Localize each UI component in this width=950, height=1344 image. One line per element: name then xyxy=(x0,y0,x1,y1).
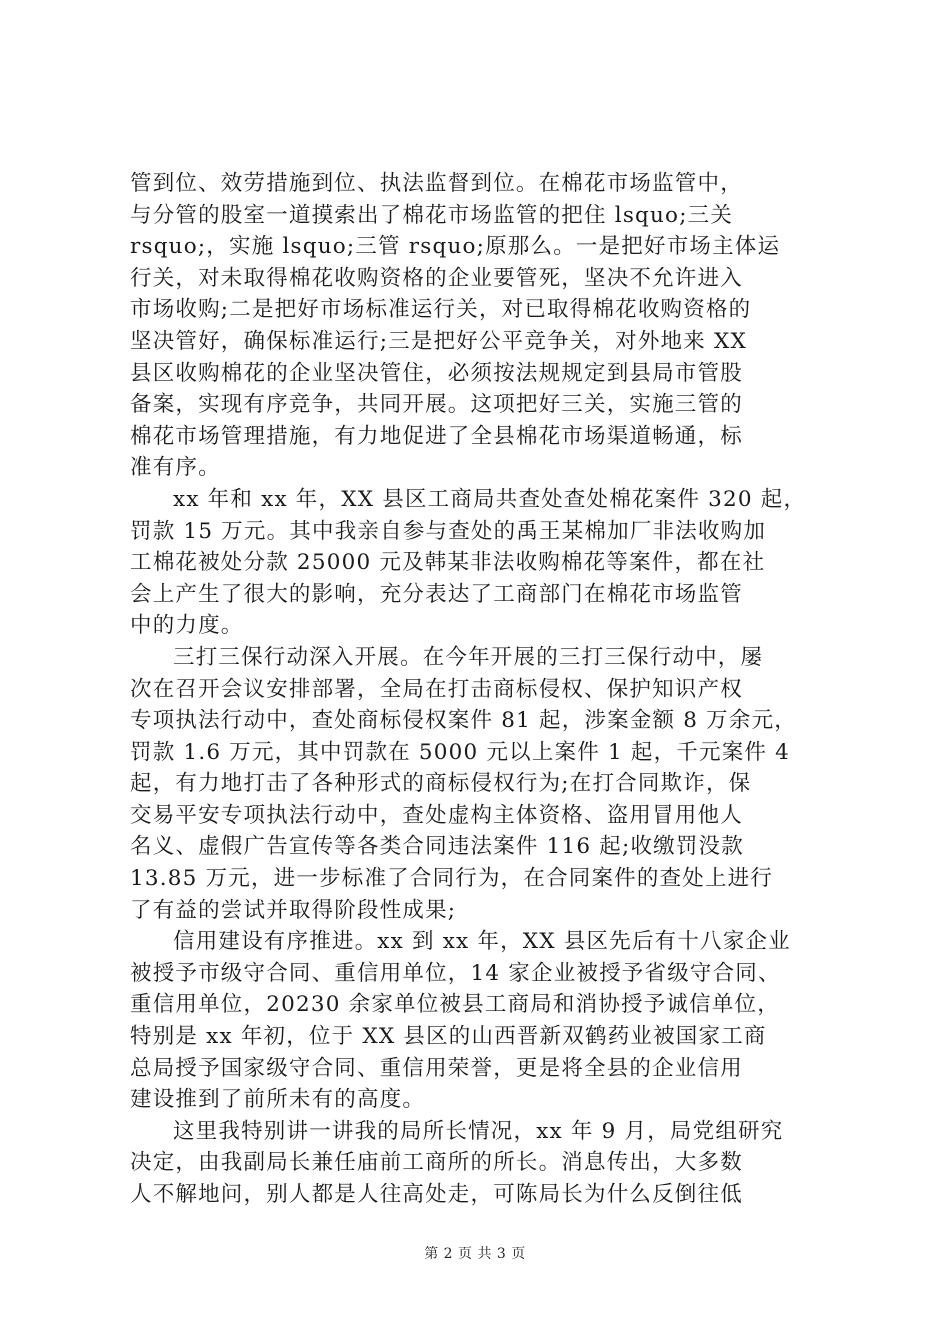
text-line: 行关，对未取得棉花收购资格的企业要管死，坚决不允许进入 xyxy=(130,265,743,291)
text-line: 三打三保行动深入开展。在今年开展的三打三保行动中，屡 xyxy=(173,644,764,670)
text-line: 决定，由我副局长兼任庙前工商所的所长。消息传出，大多数 xyxy=(130,1150,743,1176)
text-line: 专项执法行动中，查处商标侵权案件 81 起，涉案金额 8 万余元， xyxy=(130,708,797,734)
page-footer xyxy=(0,1243,950,1263)
text-line: 罚款 15 万元。其中我亲自参与查处的禹王某棉加厂非法收购加 xyxy=(130,518,767,544)
text-line: 总局授予国家级守合同、重信用荣誉，更是将全县的企业信用 xyxy=(130,1055,743,1081)
text-line: 信用建设有序推进。xx 到 xx 年，XX 县区先后有十八家企业 xyxy=(173,929,791,955)
text-line: 重信用单位，20230 余家单位被县工商局和消协授予诚信单位， xyxy=(130,992,780,1018)
text-line: 中的力度。 xyxy=(130,613,244,639)
text-line: 建设推到了前所未有的高度。 xyxy=(130,1087,426,1113)
text-line: 备案，实现有序竞争，共同开展。这项把好三关，实施三管的 xyxy=(130,392,743,418)
text-line: 特别是 xx 年初，位于 XX 县区的山西晋新双鹤药业被国家工商 xyxy=(130,1024,767,1050)
text-line: 被授予市级守合同、重信用单位，14 家企业被授予省级守合同、 xyxy=(130,960,781,986)
text-line: 交易平安专项执法行动中，查处虚构主体资格、盗用冒用他人 xyxy=(130,802,743,828)
text-line: 坚决管好，确保标准运行;三是把好公平竞争关，对外地来 XX xyxy=(130,328,747,354)
text-line: 人不解地问，别人都是人往高处走，可陈局长为什么反倒往低 xyxy=(130,1182,743,1207)
text-line: 罚款 1.6 万元，其中罚款在 5000 元以上案件 1 起，千元案件 4 xyxy=(130,739,791,765)
text-line: 市场收购;二是把好市场标准运行关，对已取得棉花收购资格的 xyxy=(130,297,752,323)
text-line: 会上产生了很大的影响，充分表达了工商部门在棉花市场监管 xyxy=(130,581,743,607)
text-line: 名义、虚假广告宣传等各类合同违法案件 116 起;收缴罚没款 xyxy=(130,834,744,860)
text-line: 管到位、效劳措施到位、执法监督到位。在棉花市场监管中， xyxy=(130,171,743,196)
document-body xyxy=(130,168,830,1211)
text-line: 了有益的尝试并取得阶段性成果; xyxy=(130,897,457,923)
text-line: 准有序。 xyxy=(130,455,221,481)
text-line: 13.85 万元，进一步标准了合同行为，在合同案件的查处上进行 xyxy=(130,866,774,892)
text-line: 棉花市场管理措施，有力地促进了全县棉花市场渠道畅通，标 xyxy=(130,423,743,449)
text-line: rsquo;，实施 lsquo;三管 rsquo;原那么。一是把好市场主体运 xyxy=(130,234,781,260)
text-line: xx 年和 xx 年，XX 县区工商局共查处查处棉花案件 320 起， xyxy=(173,486,807,512)
text-line: 与分管的股室一道摸索出了棉花市场监管的把住 lsquo;三关 xyxy=(130,202,734,228)
text-line: 起，有力地打击了各种形式的商标侵权行为;在打合同欺诈，保 xyxy=(130,771,752,797)
text-line: 这里我特别讲一讲我的局所长情况，xx 年 9 月，局党组研究 xyxy=(173,1118,784,1144)
page-number-label: 第 2 页 共 3 页 xyxy=(424,1246,526,1262)
text-line: 县区收购棉花的企业坚决管住，必须按法规规定到县局市管股 xyxy=(130,360,743,386)
text-line: 工棉花被处分款 25000 元及韩某非法收购棉花等案件，都在社 xyxy=(130,550,766,576)
text-line: 次在召开会议安排部署，全局在打击商标侵权、保护知识产权 xyxy=(130,676,743,702)
